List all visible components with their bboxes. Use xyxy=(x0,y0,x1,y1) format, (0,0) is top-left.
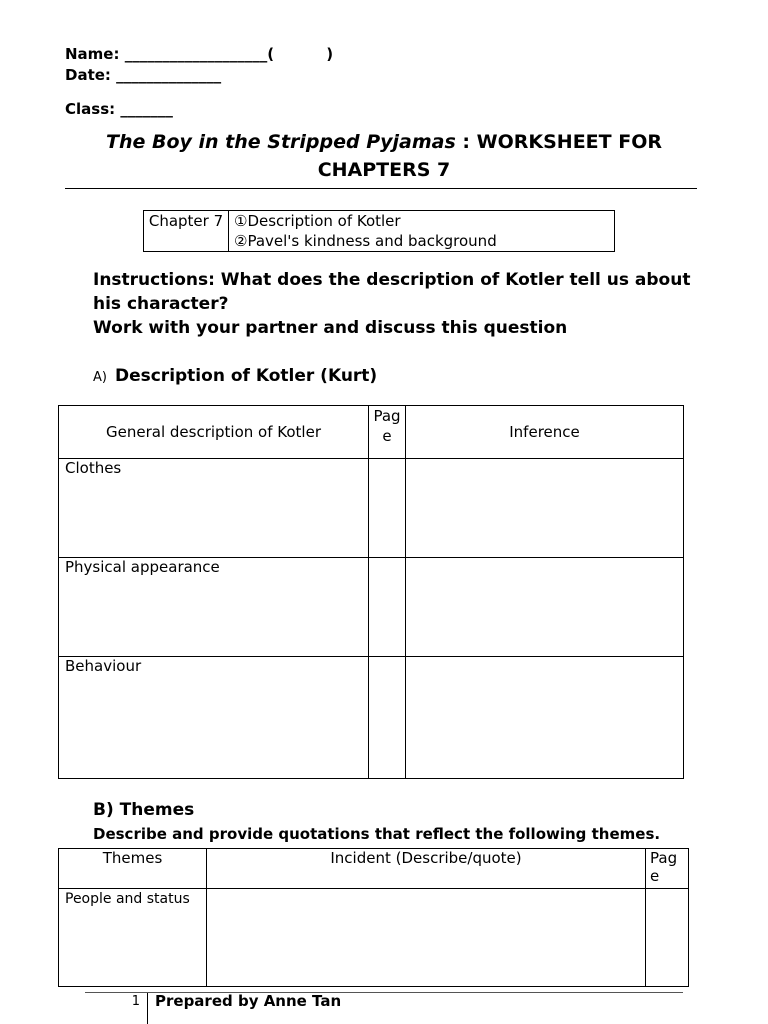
themes-table xyxy=(58,848,689,987)
col-header-themes: Themes xyxy=(59,849,207,889)
incident-cell[interactable] xyxy=(207,889,646,987)
col-header-page: Page xyxy=(369,406,406,459)
row-label-behaviour: Behaviour xyxy=(59,657,369,779)
instructions xyxy=(93,268,693,340)
table-row xyxy=(59,459,684,558)
table-row xyxy=(59,558,684,657)
title-rule xyxy=(65,188,697,189)
prepared-by: Prepared by Anne Tan xyxy=(155,992,342,1010)
title-suffix: : WORKSHEET FOR xyxy=(455,131,662,153)
page-cell[interactable] xyxy=(369,558,406,657)
col-header-page: Page xyxy=(646,849,689,889)
inference-cell[interactable] xyxy=(406,459,684,558)
chapter-item-2: ②Pavel's kindness and background xyxy=(234,232,497,250)
footer-divider xyxy=(147,993,148,1024)
table-row xyxy=(59,657,684,779)
section-a-title: Description of Kotler (Kurt) xyxy=(114,366,378,386)
page-title xyxy=(0,128,768,184)
date-field-label: Date: ______________ xyxy=(65,66,222,84)
row-label-people-and-status: People and status xyxy=(59,889,207,987)
page-cell[interactable] xyxy=(646,889,689,987)
chapter-items xyxy=(229,211,615,252)
instructions-line2: Work with your partner and discuss this question xyxy=(93,318,568,338)
page-cell[interactable] xyxy=(369,459,406,558)
row-label-physical-appearance: Physical appearance xyxy=(59,558,369,657)
section-a-marker: A) xyxy=(93,370,107,385)
page-number: 1 xyxy=(131,994,140,1009)
page-cell[interactable] xyxy=(369,657,406,779)
col-header-incident: Incident (Describe/quote) xyxy=(207,849,646,889)
chapter-label: Chapter 7 xyxy=(144,211,229,252)
inference-cell[interactable] xyxy=(406,558,684,657)
section-a-heading xyxy=(93,366,377,386)
section-b-heading: B) Themes xyxy=(93,800,195,820)
table-row xyxy=(59,889,689,987)
book-title: The Boy in the Stripped Pyjamas xyxy=(106,131,456,153)
col-header-description: General description of Kotler xyxy=(59,406,369,459)
kotler-description-table xyxy=(58,405,684,779)
chapter-box xyxy=(143,210,615,252)
class-field-label: Class: _______ xyxy=(65,100,173,118)
row-label-clothes: Clothes xyxy=(59,459,369,558)
title-line2: CHAPTERS 7 xyxy=(317,159,451,181)
instructions-line1: Instructions: What does the description of Kotler tell us about his character? xyxy=(93,270,691,314)
col-header-inference: Inference xyxy=(406,406,684,459)
inference-cell[interactable] xyxy=(406,657,684,779)
chapter-item-1: ①Description of Kotler xyxy=(234,212,401,230)
name-field-label: Name: ___________________( ) xyxy=(65,45,334,63)
section-b-description: Describe and provide quotations that reflect the following themes. xyxy=(93,825,661,843)
